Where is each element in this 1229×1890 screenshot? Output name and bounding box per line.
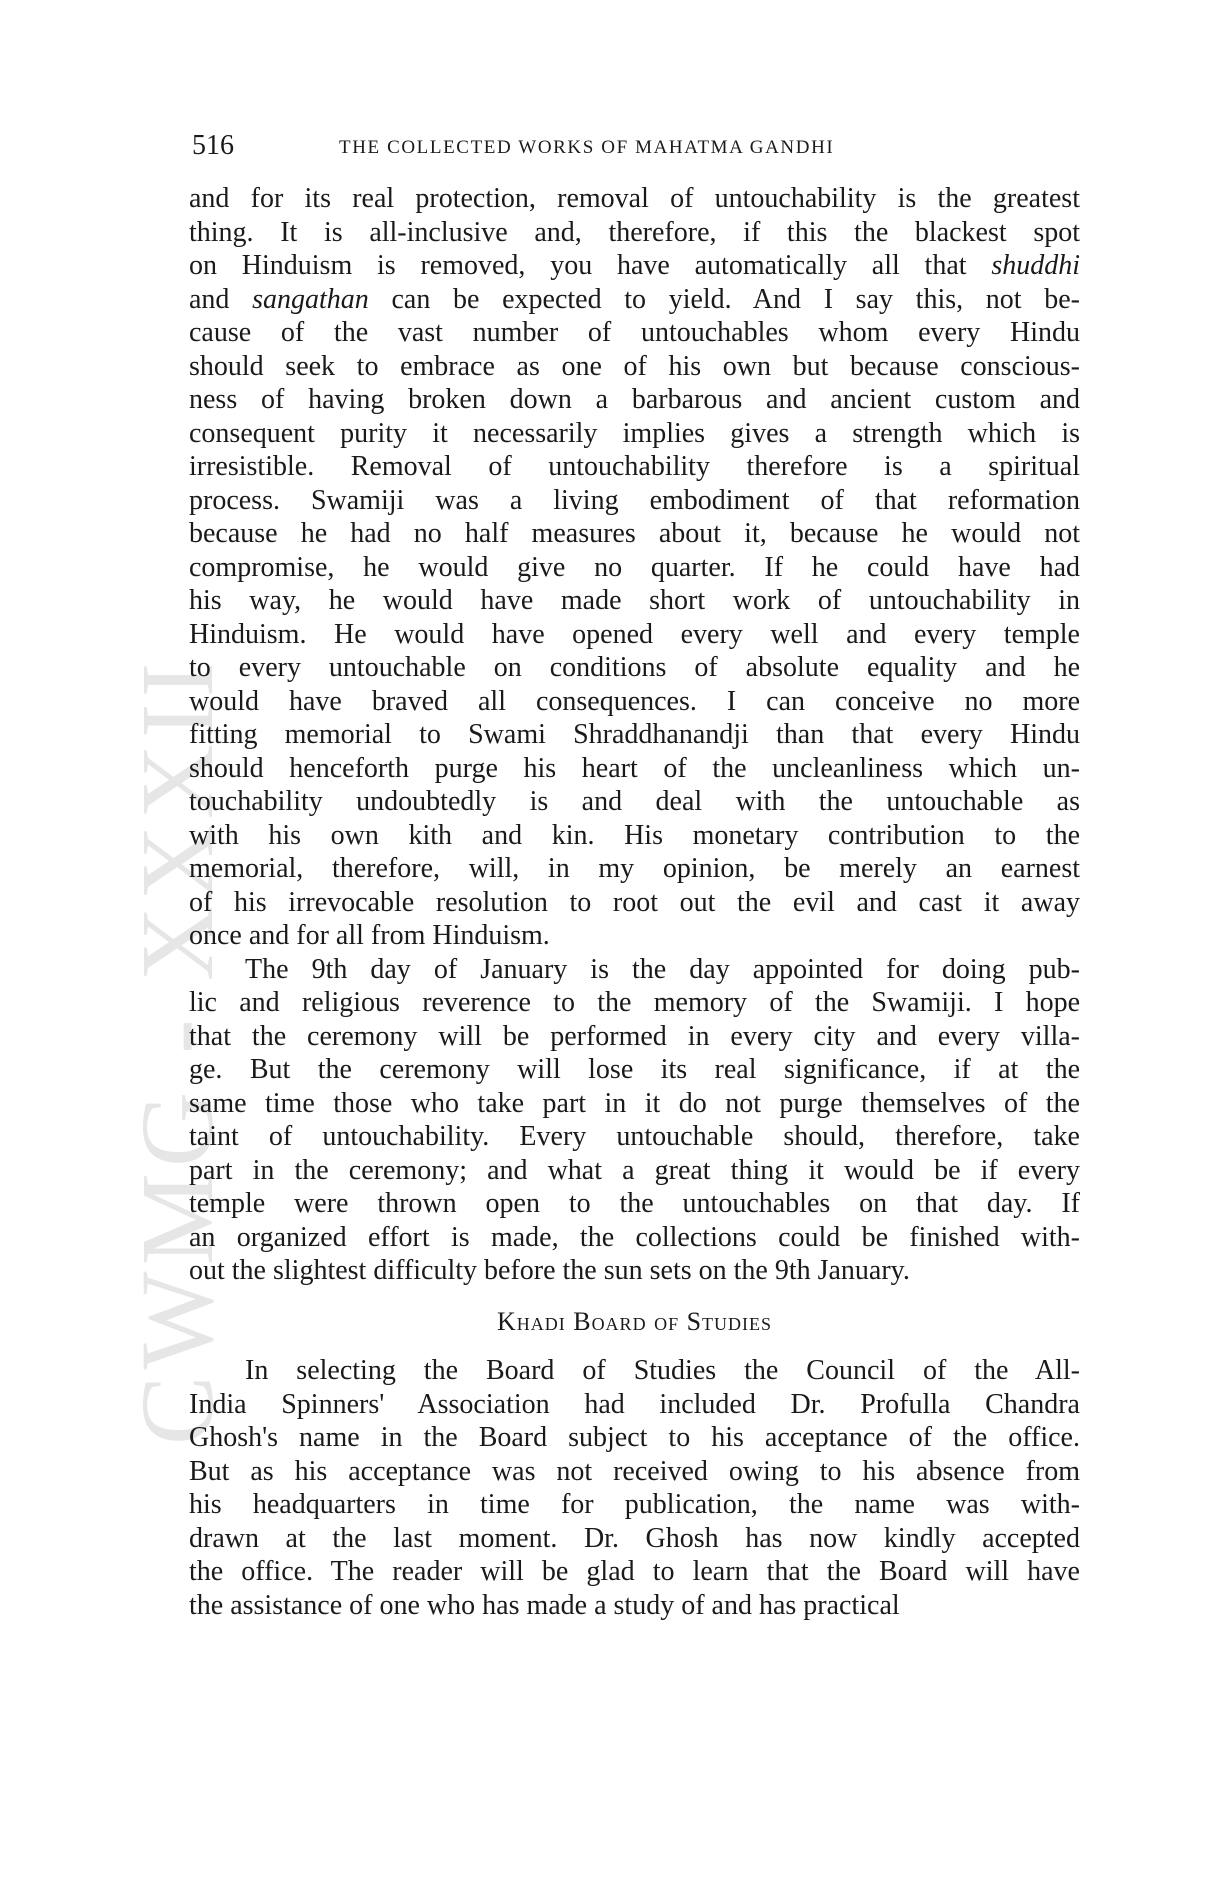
paragraph1-line: with his own kith and kin. His monetary contribution to the <box>189 819 1080 851</box>
paragraph1-line: irresistible. Removal of untouchability therefore is a spiritual <box>189 451 1080 482</box>
paragraph1-line: process. Swamiji was a living embodiment of that reformation <box>189 484 1080 516</box>
running-title: THE COLLECTED WORKS OF MAHATMA GANDHI <box>339 137 835 158</box>
paragraph1-line: ness of having broken down a barbarous and ancient custom and <box>189 384 1080 415</box>
paragraph3-line: his headquarters in time for publication, the name was with- <box>189 1489 1080 1520</box>
line-text: and <box>189 283 253 315</box>
italic-term: sangathan <box>252 283 369 315</box>
paragraph1-line: would have braved all consequences. I can conceive no more <box>189 685 1080 717</box>
watermark: CWMG - XXXII <box>120 656 235 1445</box>
paragraph1-line: touchability undoubtedly is and deal with the untouchable as <box>189 786 1080 817</box>
paragraph3-line: India Spinners' Association had included Dr. Profulla Chandra <box>189 1388 1080 1420</box>
paragraph1-line: should seek to embrace as one of his own but because conscious- <box>189 350 1080 382</box>
line-text: on Hinduism is removed, you have automatically all that <box>189 250 992 281</box>
paragraph1-line: his way, he would have made short work of untouchability in <box>189 585 1080 616</box>
paragraph2-line: same time those who take part in it do not purge themselves of the <box>189 1087 1080 1119</box>
paragraph1-line: because he had no half measures about it, because he would not <box>189 518 1080 549</box>
paragraph1-line: Hinduism. He would have opened every well and every temple <box>189 618 1080 650</box>
paragraph2-line: part in the ceremony; and what a great thing it would be if every <box>189 1154 1080 1186</box>
paragraph1-line: thing. It is all-inclusive and, therefore, if this the blackest spot <box>189 216 1080 248</box>
paragraph1-line: compromise, he would give no quarter. If he could have had <box>189 551 1080 583</box>
page-number: 516 <box>192 130 234 161</box>
paragraph1-line: once and for all from Hinduism. <box>189 920 550 951</box>
paragraph1-line <box>189 283 1080 317</box>
paragraph3-line: In selecting the Board of Studies the Council of the All- <box>245 1355 1080 1386</box>
paragraph1-line: and for its real protection, removal of untouchability is the greatest <box>189 183 1080 214</box>
paragraph2-line: that the ceremony will be performed in every city and every villa- <box>189 1020 1080 1052</box>
paragraph2-line: lic and religious reverence to the memory of the Swamiji. I hope <box>189 987 1080 1018</box>
paragraph2-line: The 9th day of January is the day appointed for doing pub- <box>245 953 1080 985</box>
paragraph1-line: consequent purity it necessarily implies gives a strength which is <box>189 417 1080 449</box>
paragraph2-line: ge. But the ceremony will lose its real significance, if at the <box>189 1054 1080 1085</box>
paragraph2-line: taint of untouchability. Every untouchable should, therefore, take <box>189 1121 1080 1152</box>
paragraph1-line <box>189 249 1080 283</box>
paragraph3-line: Ghosh's name in the Board subject to his acceptance of the office. <box>189 1422 1080 1453</box>
paragraph2-line: out the slightest difficulty before the sun sets on the 9th January. <box>189 1255 910 1286</box>
paragraph1-line: should henceforth purge his heart of the uncleanliness which un- <box>189 752 1080 784</box>
paragraph3-line: But as his acceptance was not received owing to his absence from <box>189 1455 1080 1487</box>
paragraph1-line: cause of the vast number of untouchables whom every Hindu <box>189 317 1080 348</box>
paragraph3-line: the office. The reader will be glad to learn that the Board will have <box>189 1556 1080 1587</box>
line-text: can be expected to yield. And I say this, not be- <box>368 283 1080 315</box>
paragraph1-line: of his irrevocable resolution to root out the evil and cast it away <box>189 886 1080 918</box>
paragraph2-line: an organized effort is made, the collections could be finished with- <box>189 1221 1080 1253</box>
paragraph3-line: drawn at the last moment. Dr. Ghosh has now kindly accepted <box>189 1522 1080 1554</box>
paragraph3-line: the assistance of one who has made a study of and has practical <box>189 1589 900 1621</box>
section-heading: Khadi Board of Studies <box>496 1307 773 1336</box>
paragraph1-line: to every untouchable on conditions of absolute equality and he <box>189 652 1080 683</box>
paragraph1-line: fitting memorial to Swami Shraddhanandji than that every Hindu <box>189 719 1080 750</box>
paragraph2-line: temple were thrown open to the untouchables on that day. If <box>189 1188 1080 1219</box>
paragraph1-line: memorial, therefore, will, in my opinion, be merely an earnest <box>189 853 1080 884</box>
italic-term: shuddhi <box>991 250 1080 281</box>
